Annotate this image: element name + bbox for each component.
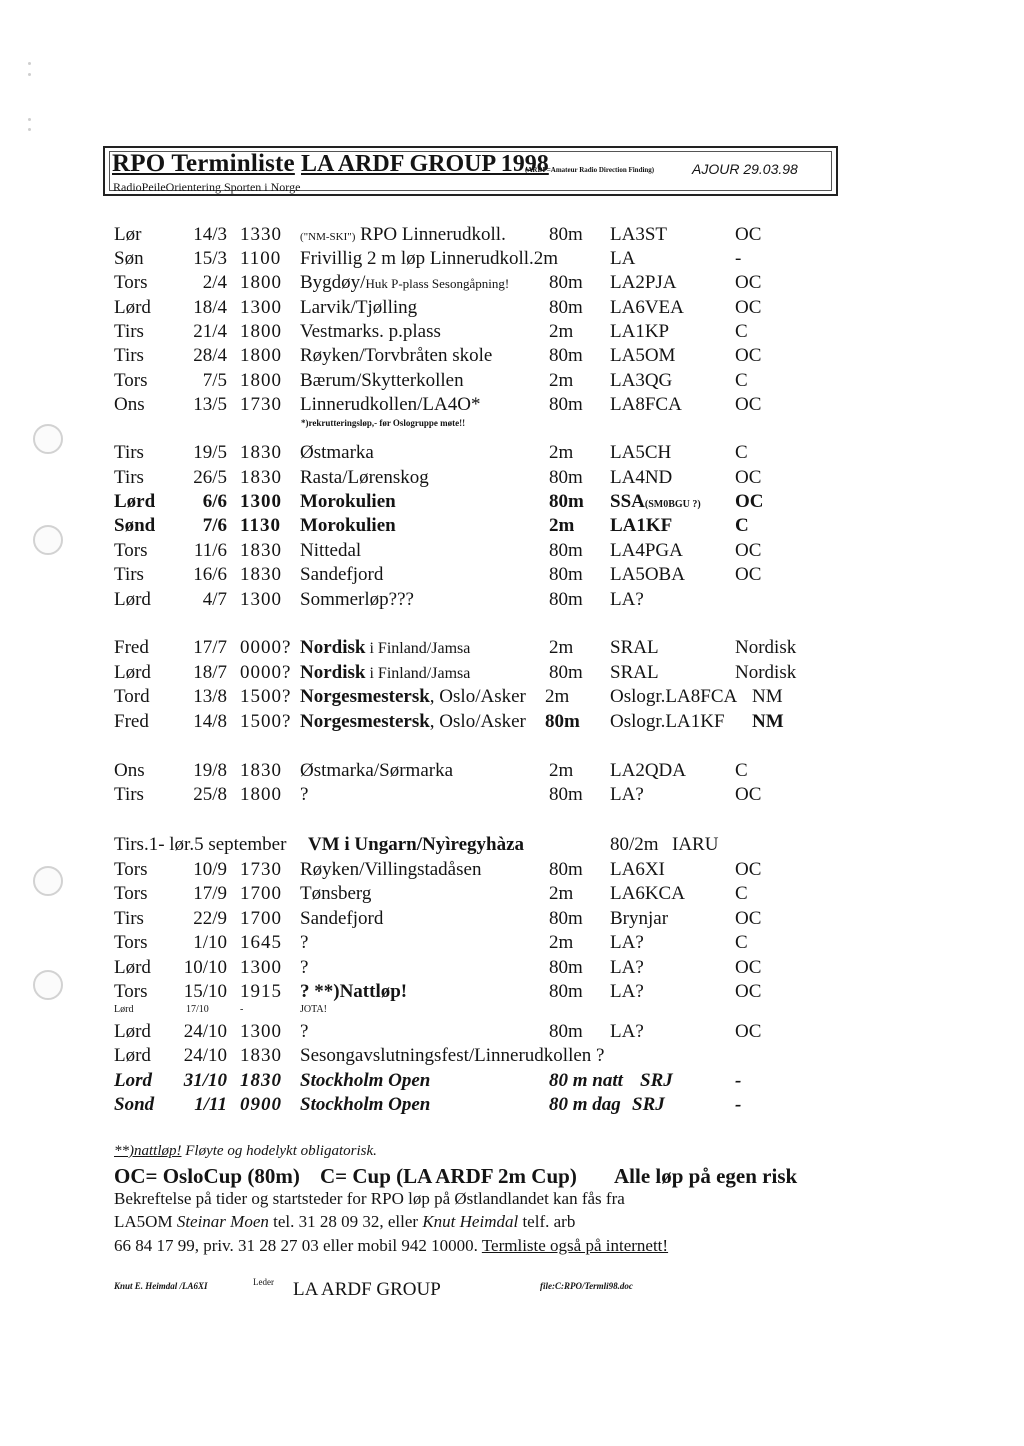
event-place: Stockholm Open [300,1094,431,1115]
event-cup: OC [735,859,762,880]
event-place: Frivillig 2 m løp Linnerudkoll.2m [300,248,559,269]
event-date: 18/7 [193,662,227,683]
event-row [0,297,1024,323]
event-day: Lør [114,224,142,245]
scan-speck [28,128,31,131]
event-row [0,932,1024,958]
event-time: 0900 [240,1094,282,1115]
event-day: Lørd [114,957,151,978]
event-place [300,224,506,246]
event-place: JOTA! [300,1004,327,1015]
event-day: Lørd [114,297,151,318]
event-cup: OC [735,957,762,978]
event-cup: OC [735,272,762,293]
event-band: 80m [549,540,583,561]
event-day: Lørd [114,1045,151,1066]
event-row [0,686,1024,712]
event-time: 1830 [240,1070,282,1091]
event-band: 80m [549,981,583,1002]
event-org: LA1KF [610,515,673,536]
event-cup: - [735,248,742,269]
header-update-date: AJOUR 29.03.98 [692,161,798,177]
event-row [0,248,1024,274]
event-place: Nittedal [300,540,362,561]
event-place: Linnerudkollen/LA4O* [300,394,481,415]
event-row [0,589,1024,615]
event-band: 2m [549,442,574,463]
event-date: 26/5 [193,467,227,488]
event-time: 1800 [240,321,282,342]
event-org: LA6KCA [610,883,685,904]
contact-name-1: Steinar Moen [176,1212,269,1231]
event-place: Østmarka [300,442,374,463]
event-date: 28/4 [193,345,227,366]
event-day: Tirs [114,784,144,805]
event-cup: C [735,932,748,953]
event-place: Bærum/Skytterkollen [300,370,464,391]
leder-label: Leder [253,1277,274,1287]
event-place: Røyken/Torvbråten skole [300,345,493,366]
event-day: Tors [114,932,148,953]
event-row-small [0,1004,1024,1018]
event-date: 6/6 [202,491,227,512]
event-org: LA? [610,589,644,610]
info-call: LA5OM [114,1212,177,1231]
event-time: 1700 [240,883,282,904]
event-time: 1130 [240,515,281,536]
event-date: 24/10 [183,1021,227,1042]
event-place [300,686,526,708]
event-time: 1500? [240,711,292,732]
event-place: Sandefjord [300,908,384,929]
event-row [0,711,1024,737]
event-cup: OC [735,981,762,1002]
event-place: ? **)Nattløp! [300,981,408,1002]
event-day: Lørd [114,662,151,683]
event-date: 21/4 [193,321,227,342]
event-org: LA8FCA [610,394,682,415]
event-row [0,908,1024,934]
event-date: 24/10 [183,1045,227,1066]
vm-label: Tirs.1- lør.5 september [114,834,287,855]
header-note: (ARDF=Amateur Radio Direction Finding) [525,166,655,174]
event-row [0,1045,1024,1071]
event-cup: NM [752,711,784,732]
event-cup: OC [735,345,762,366]
event-date: 7/5 [202,370,227,391]
event-place: Sommerløp??? [300,589,414,610]
event-org: LA3ST [610,224,667,245]
event-day: Tirs [114,564,144,585]
event-place-main: RPO Linnerudkoll. [360,224,506,245]
event-row [0,491,1024,517]
nattlop-text: Fløyte og hodelykt obligatorisk. [181,1143,377,1159]
event-row [0,394,1024,420]
event-time: 1300 [240,1021,282,1042]
event-time: 1800 [240,345,282,366]
event-place: Stockholm Open [300,1070,431,1091]
event-org: LA4PGA [610,540,683,561]
event-time: 1300 [240,297,282,318]
event-place: Larvik/Tjølling [300,297,418,318]
event-place-detail: , Oslo/Asker [429,686,526,707]
event-place: ? [300,932,309,953]
info-tel: tel. 31 28 09 32, eller [268,1212,423,1231]
nattlop-note [114,1143,377,1160]
event-cup: OC [735,394,762,415]
event-date: 17/9 [193,883,227,904]
event-band: 80m [549,491,584,512]
event-time: 1915 [240,981,282,1002]
event-day: Lord [114,1070,152,1091]
event-day: Tors [114,981,148,1002]
event-day: Ons [114,394,145,415]
event-band: 80 m natt [549,1070,623,1091]
event-date: 14/8 [193,711,227,732]
event-place-main: Norgesmestersk [300,711,430,732]
event-date: 16/6 [193,564,227,585]
info-line-1: Bekreftelse på tider og startsteder for RPO løp på Østlandlandet kan fås fra [114,1189,625,1208]
event-cup: OC [735,491,764,512]
event-row [0,467,1024,493]
event-time: 1830 [240,564,282,585]
event-row [0,1021,1024,1047]
event-band: 80m [549,394,583,415]
event-date: 10/9 [193,859,227,880]
event-band: 2m [549,883,574,904]
event-time: 1100 [240,248,282,269]
event-place-detail: , Oslo/Asker [429,711,526,732]
event-day: Tirs [114,321,144,342]
event-date: 14/3 [193,224,227,245]
event-day: Tors [114,272,148,293]
vm-band: 80/2m [610,834,659,855]
event-cup: Nordisk [735,637,797,658]
event-org-detail: (SM0BGU ?) [644,499,701,510]
event-date: 22/9 [193,908,227,929]
event-cup: OC [735,224,762,245]
event-place: Østmarka/Sørmarka [300,760,454,781]
event-org: LA5OBA [610,564,685,585]
info-line-2 [114,1212,575,1232]
event-place-prefix: ("NM-SKI") [300,231,356,243]
event-date: 17/10 [186,1004,209,1015]
event-place: Tønsberg [300,883,372,904]
event-place-detail: i Finland/Jamsa [365,640,471,657]
event-org: SRJ [632,1094,665,1115]
event-place [300,637,470,659]
event-place: Rasta/Lørenskog [300,467,429,488]
event-row [0,1094,1024,1120]
event-band: 80m [549,345,583,366]
event-row [0,1070,1024,1096]
event-day: Lørd [114,1004,134,1015]
scan-speck [28,62,31,65]
event-date: 4/7 [202,589,227,610]
event-time: - [240,1004,245,1015]
event-org: LA? [610,932,644,953]
event-time: 1300 [240,491,282,512]
event-row [0,859,1024,885]
event-place: ? [300,784,309,805]
event-place-main: Nordisk [300,637,366,658]
info-phones: 66 84 17 99, priv. 31 28 27 03 eller mobil 942 10000. [114,1236,482,1255]
event-day: Tirs [114,467,144,488]
event-day: Tors [114,859,148,880]
event-cup: OC [735,564,762,585]
event-band: 80m [549,957,583,978]
vm-org: IARU [672,834,719,855]
event-row [0,345,1024,371]
event-org [610,491,701,513]
contact-name-2: Knut Heimdal [422,1212,519,1231]
event-date: 19/5 [193,442,227,463]
event-band: 2m [545,686,570,707]
event-place-detail: i Finland/Jamsa [365,665,471,682]
event-org: LA3QG [610,370,673,391]
event-place-detail: Huk P-plass Sesongåpning! [365,276,510,291]
event-time: 0000? [240,637,292,658]
event-day: Lørd [114,1021,151,1042]
event-org-main: SSA [610,491,645,512]
event-place-main: Nordisk [300,662,366,683]
event-time: 1800 [240,272,282,293]
event-cup: Nordisk [735,662,797,683]
event-cup: C [735,321,748,342]
event-org: SRAL [610,662,659,683]
event-band: 80m [549,589,583,610]
event-cup: C [735,760,748,781]
event-org: LA [610,248,636,269]
event-time: 1830 [240,760,282,781]
event-date: 13/8 [193,686,227,707]
event-cup: OC [735,467,762,488]
signature: Knut E. Heimdal /LA6XI [114,1281,208,1291]
event-org: LA6XI [610,859,665,880]
event-org: LA? [610,1021,644,1042]
event-band: 80m [549,467,583,488]
event-org: LA5OM [610,345,676,366]
event-org: LA2QDA [610,760,686,781]
event-row [0,321,1024,347]
event-day: Tors [114,883,148,904]
event-row [0,957,1024,983]
event-row [0,760,1024,786]
event-cup: C [735,883,748,904]
event-time: 1500? [240,686,292,707]
scan-speck [28,73,31,76]
event-day: Tirs [114,442,144,463]
event-place-main: Norgesmestersk [300,686,430,707]
event-day: Tord [114,686,150,707]
event-cup: C [735,442,748,463]
event-band: 2m [549,515,575,536]
event-day: Lørd [114,491,156,512]
event-time: 1800 [240,370,282,391]
event-band: 80m [549,1021,583,1042]
event-date: 1/11 [194,1094,227,1115]
event-date: 1/10 [193,932,227,953]
event-place-main: Bygdøy/ [300,272,366,293]
header-title: RPO Terminliste [112,150,295,177]
event-place: Røyken/Villingstadåsen [300,859,482,880]
event-row [0,272,1024,298]
event-row [0,540,1024,566]
event-cup: C [735,370,748,391]
event-cup: OC [735,297,762,318]
event-day: Tors [114,370,148,391]
event-band: 80m [549,859,583,880]
event-time: 1730 [240,394,282,415]
event-place [300,272,509,294]
info-telf: telf. arb [518,1212,576,1231]
event-org: Brynjar [610,908,669,929]
event-org: LA4ND [610,467,673,488]
event-place: Vestmarks. p.plass [300,321,441,342]
legend-c: C= Cup (LA ARDF 2m Cup) [320,1164,577,1188]
event-cup: OC [735,540,762,561]
event-day: Tors [114,540,148,561]
event-date: 11/6 [193,540,227,561]
footer-group: LA ARDF GROUP [293,1279,441,1300]
event-band: 2m [549,370,574,391]
event-cup: OC [735,1021,762,1042]
event-band: 80m [549,224,583,245]
event-place: ? [300,1021,309,1042]
event-place: Morokulien [300,491,396,512]
event-place: Morokulien [300,515,396,536]
event-cup: C [735,515,749,536]
event-place: Sandefjord [300,564,384,585]
event-date: 19/8 [193,760,227,781]
event-day: Tirs [114,345,144,366]
event-day: Lørd [114,589,151,610]
event-band: 80m [549,662,583,683]
file-path: file:C:RPO/Termli98.doc [540,1281,633,1291]
header-subtitle: RadioPeileOrientering Sporten i Norge [113,180,301,194]
event-date: 10/10 [183,957,227,978]
event-place [300,662,470,684]
event-row [0,442,1024,468]
event-place: ? [300,957,309,978]
event-org: LA? [610,784,644,805]
event-place [300,711,526,733]
event-day: Fred [114,637,149,658]
event-band: 80 m dag [549,1094,621,1115]
scan-speck [28,118,31,121]
event-cup: NM [752,686,783,707]
event-date: 18/4 [193,297,227,318]
internet-link[interactable]: Termliste også på internett! [481,1236,669,1255]
event-time: 1830 [240,540,282,561]
event-band: 80m [549,297,583,318]
event-time: 1830 [240,442,282,463]
event-org: LA6VEA [610,297,684,318]
event-time: 1300 [240,589,282,610]
event-time: 1800 [240,784,282,805]
event-row [0,662,1024,688]
event-date: 15/3 [193,248,227,269]
event-org: SRJ [640,1070,673,1091]
event-band: 2m [549,321,574,342]
event-band: 2m [549,760,574,781]
nattlop-mark: **)nattløp! [114,1143,182,1159]
event-time: 1830 [240,1045,282,1066]
event-time: 1300 [240,957,282,978]
event-time: 1830 [240,467,282,488]
event-time: 1645 [240,932,282,953]
event-row [0,224,1024,250]
event-day: Sønd [114,515,156,536]
event-time: 1730 [240,859,282,880]
event-org: LA? [610,957,644,978]
rekrutt-note: *)rekrutteringsløp,- før Oslogruppe møte!! [301,418,466,428]
legend-risk: Alle løp på egen risk [614,1164,798,1188]
info-line-3 [114,1236,668,1256]
header-group: LA ARDF GROUP 1998 [301,151,549,177]
event-time: 1330 [240,224,282,245]
event-cup: - [735,1094,742,1115]
event-row [0,637,1024,663]
vm-title: VM i Ungarn/Nyìregyhàza [308,834,525,855]
event-org: LA2PJA [610,272,677,293]
event-band: 80m [549,784,583,805]
event-cup: OC [735,784,762,805]
event-band: 80m [545,711,580,732]
event-band: 2m [549,932,574,953]
event-band: 80m [549,272,583,293]
event-day: Tirs [114,908,144,929]
event-place: Sesongavslutningsfest/Linnerudkollen ? [300,1045,605,1066]
event-band: 2m [549,637,574,658]
event-org: Oslogr.LA8FCA [610,686,738,707]
event-org: LA5CH [610,442,672,463]
event-time: 0000? [240,662,292,683]
event-org: LA1KP [610,321,670,342]
event-row [0,883,1024,909]
event-row [0,784,1024,810]
event-day: Sond [114,1094,155,1115]
event-date: 17/7 [193,637,227,658]
event-row [0,564,1024,590]
event-day: Fred [114,711,149,732]
event-band: 80m [549,564,583,585]
event-org: SRAL [610,637,659,658]
event-date: 31/10 [183,1070,227,1091]
event-time: 1700 [240,908,282,929]
event-date: 15/10 [183,981,227,1002]
event-date: 25/8 [193,784,227,805]
event-cup: OC [735,908,762,929]
event-date: 2/4 [202,272,227,293]
legend-oc: OC= OsloCup (80m) [114,1164,300,1188]
vm-row [0,834,1024,860]
event-row [0,515,1024,541]
event-day: Ons [114,760,145,781]
event-org: LA? [610,981,644,1002]
event-band: 80m [549,908,583,929]
event-day: Søn [114,248,144,269]
event-org: Oslogr.LA1KF [610,711,725,732]
event-date: 13/5 [193,394,227,415]
event-row [0,370,1024,396]
event-date: 7/6 [202,515,227,536]
event-cup: - [735,1070,742,1091]
